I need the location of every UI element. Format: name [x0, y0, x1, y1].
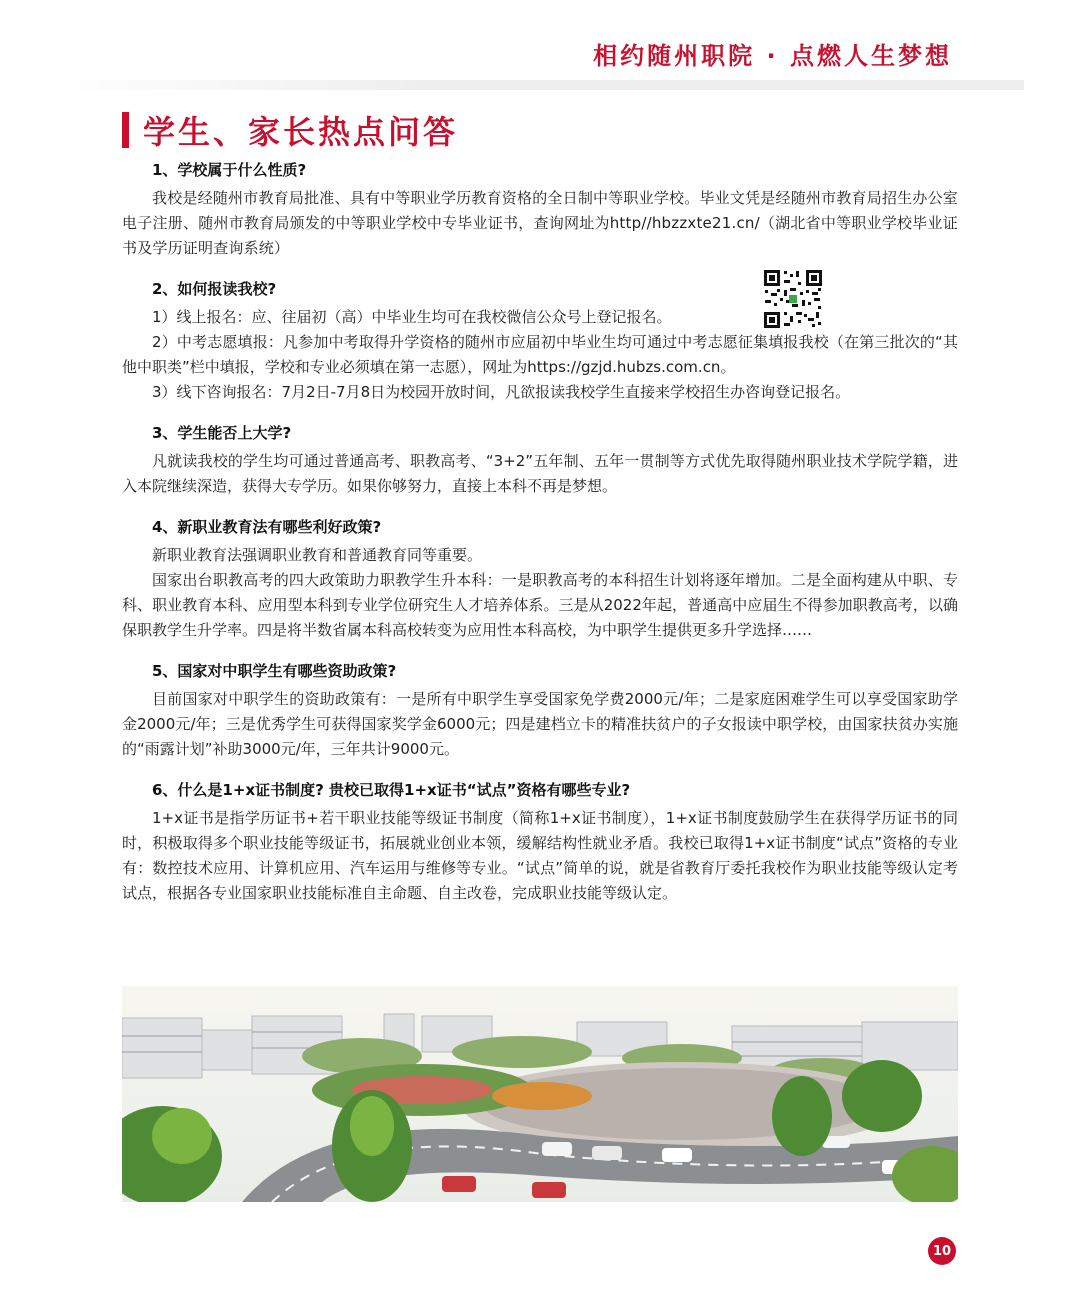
qa-item-4 — [122, 515, 958, 643]
answer-paragraph: 2）中考志愿填报：凡参加中考取得升学资格的随州市应届初中毕业生均可通过中考志愿征集填报我校（在第三批次的“其他中职类”栏中填报，学校和专业必须填在第一志愿），网址为https://gzjd.hubzs.com.cn。 — [122, 333, 958, 376]
page-title: 学生、家长热点问答 — [143, 113, 459, 151]
answer-paragraph: 1+x证书是指学历证书+若干职业技能等级证书制度（简称1+x证书制度），1+x证书制度鼓励学生在获得学历证书的同时，积极取得多个职业技能等级证书，拓展就业创业本领，缓解结构性就业矛盾。我校已取得1+x证书制度“试点”资格的专业有：数控技术应用、计算机应用、汽车运用与维修等专业。“试点”简单的说，就是省教育厅委托我校作为职业技能等级认定考试点，根据各专业国家职业技能标准自主命题、自主改卷，完成职业技能等级认定。 — [122, 809, 958, 902]
question-3: 3、学生能否上大学? — [152, 424, 292, 442]
page-number-badge: 10 — [928, 1237, 956, 1265]
answer-paragraph: 3）线下咨询报名：7月2日-7月8日为校园开放时间，凡欲报读我校学生直接来学校招生办咨询登记报名。 — [152, 383, 851, 401]
qr-code-image — [762, 268, 824, 330]
question-2: 2、如何报读我校? — [152, 280, 277, 298]
qa-item-3 — [122, 421, 958, 499]
answer-paragraph: 我校是经随州市教育局批准、具有中等职业学历教育资格的全日制中等职业学校。毕业文凭是经随州市教育局招生办公室电子注册、随州市教育局颁发的中等职业学校中专毕业证书，查询网址为http//hbzzxte21.cn/（湖北省中等职业学校毕业证书及学历证明查询系统） — [122, 189, 958, 257]
question-1: 1、学校属于什么性质? — [152, 161, 307, 179]
question-4: 4、新职业教育法有哪些利好政策? — [152, 518, 382, 536]
answer-paragraph: 凡就读我校的学生均可通过普通高考、职教高考、“3+2”五年制、五年一贯制等方式优先取得随州职业技术学院学籍，进入本院继续深造，获得大专学历。如果你够努力，直接上本科不再是梦想。 — [122, 452, 958, 495]
qa-item-5 — [122, 659, 958, 762]
answer-paragraph: 新职业教育法强调职业教育和普通教育同等重要。 — [152, 546, 483, 564]
page-title-block — [122, 110, 458, 150]
campus-photo — [122, 986, 958, 1202]
answer-paragraph: 1）线上报名：应、往届初（高）中毕业生均可在我校微信公众号上登记报名。 — [152, 308, 672, 326]
qa-item-1 — [122, 158, 958, 261]
qa-content — [122, 158, 958, 922]
answer-paragraph: 目前国家对中职学生的资助政策有：一是所有中职学生享受国家免学费2000元/年；二是家庭困难学生可以享受国家助学金2000元/年；三是优秀学生可获得国家奖学金6000元；四是建档立卡的精准扶贫户的子女报读中职学校，由国家扶贫办实施的“雨露计划”补助3000元/年，三年共计9000元。 — [122, 690, 958, 758]
question-6: 6、什么是1+x证书制度? 贵校已取得1+x证书“试点”资格有哪些专业? — [152, 781, 631, 799]
question-5: 5、国家对中职学生有哪些资助政策? — [152, 662, 397, 680]
qa-item-2 — [122, 277, 958, 405]
answer-paragraph: 国家出台职教高考的四大政策助力职教学生升本科：一是职教高考的本科招生计划将逐年增加。二是全面构建从中职、专科、职业教育本科、应用型本科到专业学位研究生人才培养体系。三是从2022年起，普通高中应届生不得参加职教高考，以确保职教学生升学率。四是将半数省属本科高校转变为应用性本科高校，为中职学生提供更多升学选择…… — [122, 571, 958, 639]
header-gradient-bar — [44, 80, 1024, 90]
qa-item-6 — [122, 778, 958, 906]
title-accent-bar — [122, 112, 129, 148]
header-slogan: 相约随州职院 · 点燃人生梦想 — [593, 42, 952, 70]
